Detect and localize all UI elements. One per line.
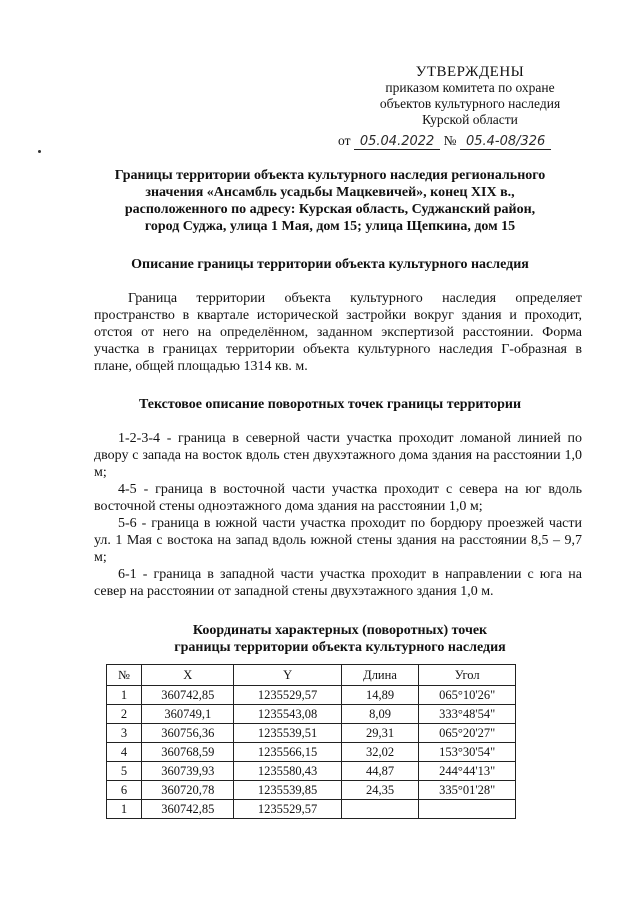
cell-number: 4 [107, 743, 142, 762]
cell-x: 360768,59 [142, 743, 234, 762]
section-2-heading: Текстовое описание поворотных точек границы территории [138, 397, 522, 412]
table-row [107, 686, 516, 705]
turning-point-item: 6-1 - граница в западной части участка проходит в направлении с юга на север на расстоянии от западной стены двухэтажного здания 1,0 м. [94, 567, 582, 599]
cell-length: 44,87 [341, 762, 419, 781]
cell-x: 360756,36 [142, 724, 234, 743]
cell-angle: 153°30'54" [419, 743, 516, 762]
approval-line-2: объектов культурного наследия [379, 96, 561, 111]
cell-x: 360742,85 [142, 686, 234, 705]
cell-angle: 065°10'26" [419, 686, 516, 705]
table-header-row [107, 665, 516, 686]
cell-angle: 065°20'27" [419, 724, 516, 743]
col-header-angle: Угол [419, 665, 516, 686]
approval-heading: УТВЕРЖДЕНЫ [415, 64, 525, 80]
coordinates-title [100, 622, 580, 656]
col-header-length: Длина [341, 665, 419, 686]
col-header-x: X [142, 665, 234, 686]
cell-number: 3 [107, 724, 142, 743]
cell-number: 1 [107, 800, 142, 819]
section-1-body [94, 290, 582, 375]
cell-y: 1235529,57 [234, 800, 341, 819]
coordinates-title-line-1: Координаты характерных (поворотных) точек [192, 623, 488, 638]
col-header-y: Y [234, 665, 341, 686]
table-row [107, 724, 516, 743]
cell-angle: 333°48'54" [419, 705, 516, 724]
number-label: № [443, 133, 457, 148]
from-label: от [338, 133, 351, 148]
table-row [107, 762, 516, 781]
cell-angle [419, 800, 516, 819]
table-row [107, 781, 516, 800]
title-line-1: Границы территории объекта культурного наследия регионального [114, 168, 546, 183]
scan-speck [38, 150, 41, 153]
handwritten-order-number: 05.4-08/326 [460, 134, 551, 150]
document-title [80, 167, 580, 235]
cell-y: 1235580,43 [234, 762, 341, 781]
title-line-3: расположенного по адресу: Курская область, Суджанский район, [124, 202, 536, 217]
cell-length: 8,09 [341, 705, 419, 724]
coordinates-title-line-2: границы территории объекта культурного наследия [174, 640, 506, 655]
table-row [107, 743, 516, 762]
turning-point-item: 1-2-3-4 - граница в северной части участка проходит ломаной линией по двору с запада на восток вдоль стен двухэтажного дома здания на расстоянии 1,0 м; [94, 431, 582, 480]
cell-angle: 244°44'13" [419, 762, 516, 781]
title-line-4: город Суджа, улица 1 Мая, дом 15; улица Щепкина, дом 15 [144, 219, 516, 234]
turning-point-item: 4-5 - граница в восточной части участка проходит с севера на юг вдоль восточной стены одноэтажного дома здания на расстоянии 1,0 м; [94, 482, 582, 514]
col-header-number: № [107, 665, 142, 686]
turning-point-item: 5-6 - граница в южной части участка проходит по бордюру проезжей части ул. 1 Мая с востока на запад вдоль южной стены здания на расстоянии 8,5 – 9,7 м; [94, 516, 582, 565]
cell-length: 14,89 [341, 686, 419, 705]
approval-block [320, 64, 620, 128]
cell-x: 360739,93 [142, 762, 234, 781]
order-date-number-line [338, 133, 628, 150]
cell-x: 360720,78 [142, 781, 234, 800]
cell-y: 1235566,15 [234, 743, 341, 762]
cell-length: 29,31 [341, 724, 419, 743]
cell-number: 6 [107, 781, 142, 800]
approval-line-1: приказом комитета по охране [385, 80, 555, 95]
cell-y: 1235529,57 [234, 686, 341, 705]
cell-y: 1235539,85 [234, 781, 341, 800]
cell-number: 5 [107, 762, 142, 781]
cell-length: 24,35 [341, 781, 419, 800]
coordinates-table [106, 664, 516, 819]
title-line-2: значения «Ансамбль усадьбы Мацкевичей», конец XIX в., [145, 185, 515, 200]
approval-line-3: Курской области [422, 112, 518, 127]
cell-y: 1235539,51 [234, 724, 341, 743]
boundary-description: Граница территории объекта культурного наследия определяет пространство в квартале исторической застройки вокруг здания и проходит, отстоя от него на определённом, заданном экспертизой расстоянии. Форма участка в границах территории объекта культурного наследия Г-образная в плане, общей площадью 1314 кв. м. [94, 291, 582, 374]
cell-x: 360742,85 [142, 800, 234, 819]
cell-length [341, 800, 419, 819]
cell-y: 1235543,08 [234, 705, 341, 724]
cell-x: 360749,1 [142, 705, 234, 724]
cell-number: 2 [107, 705, 142, 724]
cell-angle: 335°01'28" [419, 781, 516, 800]
cell-length: 32,02 [341, 743, 419, 762]
table-row [107, 705, 516, 724]
section-2-body [94, 430, 582, 600]
cell-number: 1 [107, 686, 142, 705]
section-1-heading: Описание границы территории объекта культурного наследия [131, 257, 529, 272]
handwritten-date: 05.04.2022 [354, 134, 440, 150]
table-row [107, 800, 516, 819]
